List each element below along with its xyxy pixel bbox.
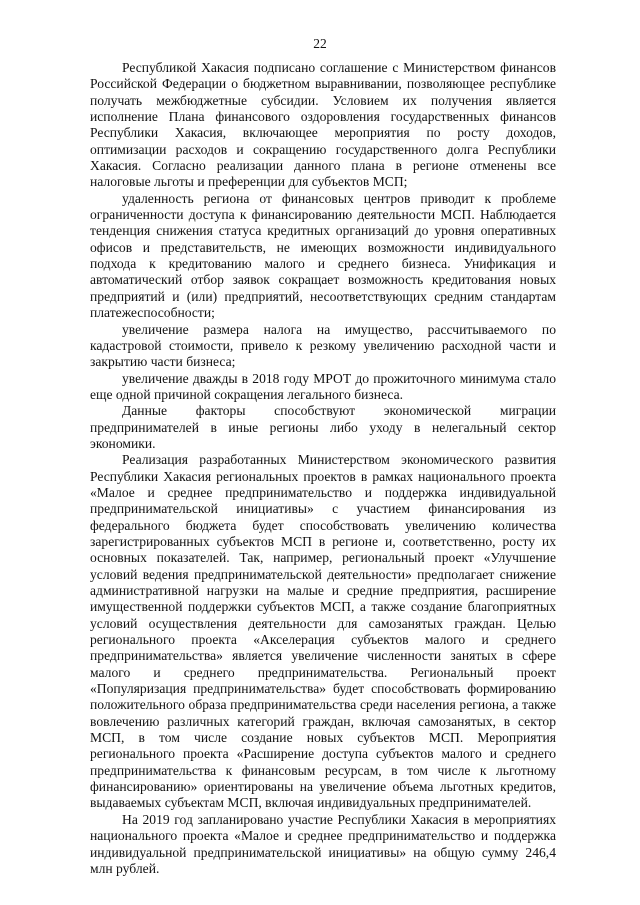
paragraph-regional-projects: Реализация разработанных Министерством экономического развития Республики Хакасия региональных проектов в рамках национального проекта «Малое и среднее предпринимательство и поддержка индивидуальной предпринимательской инициативы» с участием финансирования из федерального бюджета будет способствовать увеличению количества зарегистрированных субъектов МСП в регионе и, соответственно, росту их основных показателей. Так, например, региональный проект «Улучшение условий ведения предпринимательской деятельности» предполагает снижение административной нагрузки на малые и средние предприятия, расширение имущественной поддержки субъектов МСП, а также создание благоприятных условий осуществления деятельности для самозанятых граждан. Целью регионального проекта «Акселерация субъектов малого и среднего предпринимательства» является увеличение численности занятых в сфере малого и среднего предпринимательства. Региональный проект «Популяризация предпринимательства» будет способствовать формированию положительного образа предпринимательства среди населения региона, а также вовлечению различных категорий граждан, включая самозанятых, в сектор МСП, в том числе создание новых субъектов МСП. Мероприятия регионального проекта «Расширение доступа субъектов малого и среднего предпринимательства к финансовым ресурсам, в том числе к льготному финансированию» ориентированы на увеличение объема льготных кредитов, выдаваемых субъектам МСП, включая индивидуальных предпринимателей. — [90, 452, 556, 811]
paragraph-2019-participation: На 2019 год запланировано участие Республики Хакасия в мероприятиях национального проекта «Малое и среднее предпринимательство и поддержка индивидуальной предпринимательской инициативы» на общую сумму 246,4 млн рублей. — [90, 811, 556, 876]
paragraph-budget-agreement: Республикой Хакасия подписано соглашение с Министерством финансов Российской Федерации о бюджетном выравнивании, позволяющее республике получать межбюджетные субсидии. Условием их получения является исполнение Плана финансового оздоровления государственных финансов Республики Хакасия, включающее мероприятия по росту доходов, оптимизации расходов и сокращению государственного долга Республики Хакасия. Согласно реализации данного плана в регионе отменены все налоговые льготы и преференции для субъектов МСП; — [90, 60, 556, 190]
paragraph-property-tax: увеличение размера налога на имущество, рассчитываемого по кадастровой стоимости, привело к резкому увеличению расходной части и закрытию части бизнеса; — [90, 321, 556, 370]
paragraph-migration-factors: Данные факторы способствуют экономической миграции предпринимателей в иные регионы либо уходу в нелегальный сектор экономики. — [90, 403, 556, 451]
paragraph-minimum-wage: увеличение дважды в 2018 году МРОТ до прожиточного минимума стало еще одной причиной сокращения легального бизнеса. — [90, 370, 556, 402]
page-number: 22 — [313, 36, 327, 51]
body-text — [90, 60, 556, 877]
paragraph-financial-remoteness: удаленность региона от финансовых центров приводит к проблеме ограниченности доступа к финансированию деятельности МСП. Наблюдается тенденция снижения статуса кредитных организаций до уровня оперативных офисов и представительств, не имеющих возможности индивидуального подхода к кредитованию малого и среднего бизнеса. Унификация и автоматический отбор заявок сокращает возможность кредитования новых предприятий и (или) предприятий, несоответствующих средним стандартам платежеспособности; — [90, 190, 556, 321]
